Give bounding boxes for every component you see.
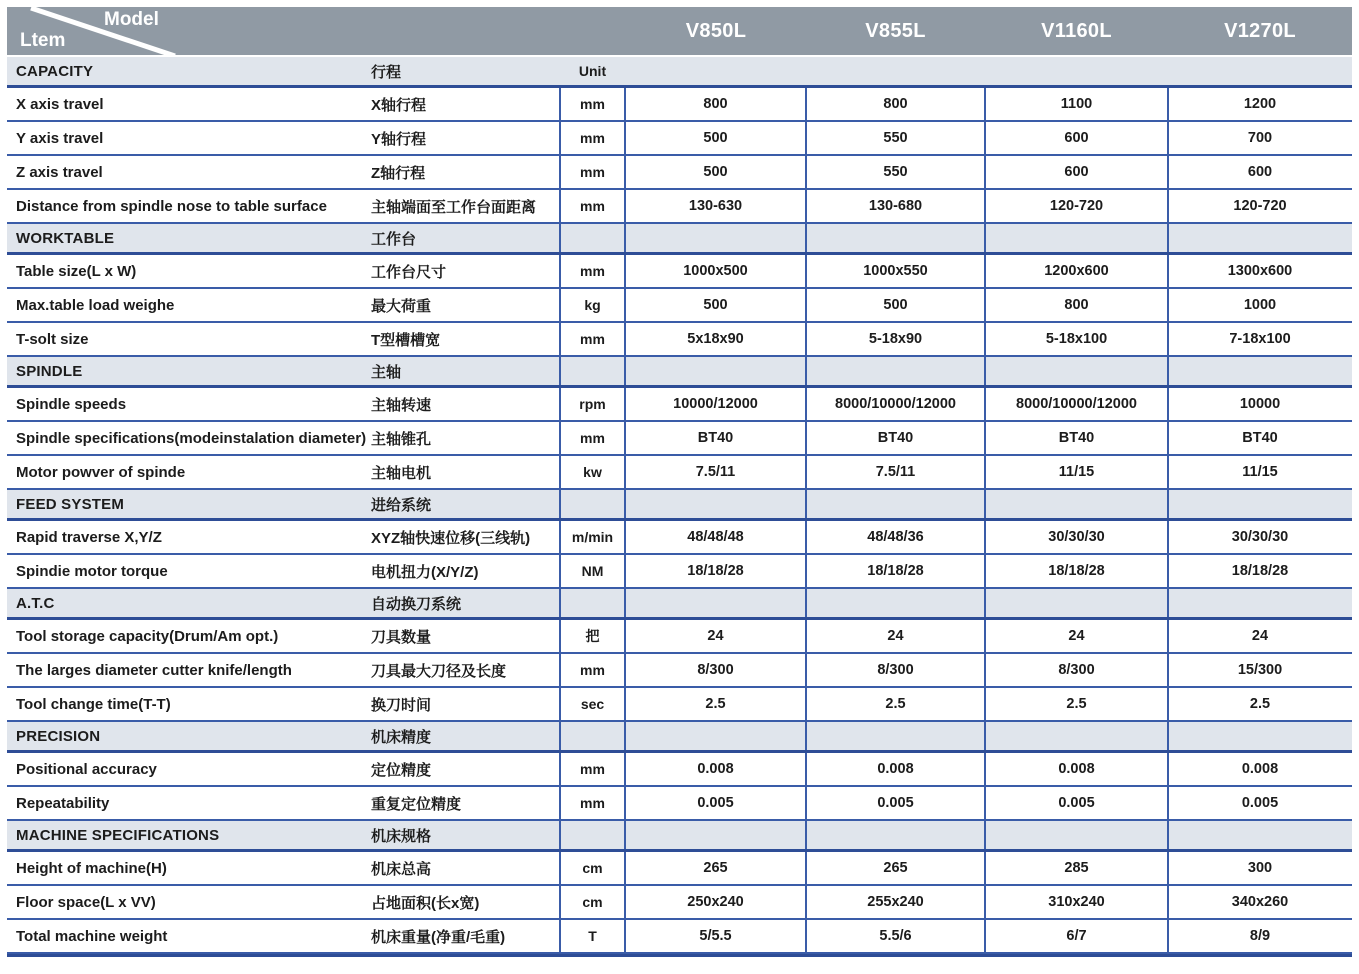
item-name-en: Total machine weight xyxy=(16,927,168,945)
section-unit-header xyxy=(559,589,626,617)
item-unit: T xyxy=(559,920,626,952)
value-v855l: 130-680 xyxy=(805,190,984,222)
value-v1160l: BT40 xyxy=(984,422,1167,454)
item-name-en: Motor powver of spinde xyxy=(16,463,186,481)
table-row xyxy=(7,654,1352,688)
item-name-zh: 工作台尺寸 xyxy=(371,263,447,281)
value-v1160l: 0.008 xyxy=(984,753,1167,785)
item-unit: m/min xyxy=(559,521,626,553)
item-name-zh: 电机扭力(X/Y/Z) xyxy=(371,563,479,581)
value-v1160l: 0.005 xyxy=(984,787,1167,819)
section-value-blank xyxy=(1167,490,1351,518)
table-row xyxy=(7,255,1352,289)
value-v850l: 130-630 xyxy=(688,198,743,214)
item-name-en: Positional accuracy xyxy=(16,760,157,778)
value-v1270l: BT40 xyxy=(1167,422,1351,454)
value-v850l: 1000x500 xyxy=(683,263,748,279)
item-name-en: Rapid traverse X,Y/Z xyxy=(16,528,162,546)
section-value-blank xyxy=(805,722,984,750)
item-name-zh: 机床总高 xyxy=(371,860,432,878)
item-name-en: X axis travel xyxy=(16,95,104,113)
section-value-blank xyxy=(805,490,984,518)
value-v1160l: 24 xyxy=(984,620,1167,652)
item-name-en: Z axis travel xyxy=(16,163,103,181)
item-name-zh: Z轴行程 xyxy=(371,164,426,182)
value-v855l: 5.5/6 xyxy=(805,920,984,952)
section-row xyxy=(7,490,1352,521)
table-row xyxy=(7,555,1352,589)
item-unit: mm xyxy=(559,753,626,785)
value-v855l: 5-18x90 xyxy=(805,323,984,355)
section-value-blank xyxy=(805,821,984,849)
value-v850l: 5/5.5 xyxy=(699,928,732,944)
value-v850l: 24 xyxy=(707,628,724,644)
item-unit: cm xyxy=(559,852,626,884)
value-v855l: 255x240 xyxy=(805,886,984,918)
item-name-zh: X轴行程 xyxy=(371,96,427,114)
value-v1270l: 2.5 xyxy=(1167,688,1351,720)
section-value-blank xyxy=(626,357,805,385)
section-value-blank xyxy=(805,589,984,617)
item-name-en: Floor space(L x VV) xyxy=(16,893,156,911)
item-name-en: T-solt size xyxy=(16,330,89,348)
section-value-blank xyxy=(984,821,1167,849)
section-value-blank xyxy=(626,589,805,617)
value-v855l: 24 xyxy=(805,620,984,652)
value-v850l: 500 xyxy=(703,130,728,146)
table-row xyxy=(7,190,1352,224)
value-v855l: 18/18/28 xyxy=(805,555,984,587)
table-row xyxy=(7,620,1352,654)
value-v1160l: 8000/10000/12000 xyxy=(984,388,1167,420)
value-v1270l: 10000 xyxy=(1167,388,1351,420)
value-v850l: 0.005 xyxy=(697,795,734,811)
section-value-blank xyxy=(626,722,805,750)
item-name-en: The larges diameter cutter knife/length xyxy=(16,661,292,679)
value-v1270l: 300 xyxy=(1167,852,1351,884)
section-title-en: MACHINE SPECIFICATIONS xyxy=(16,826,220,844)
item-name-zh: 最大荷重 xyxy=(371,297,432,315)
value-v1160l: 18/18/28 xyxy=(984,555,1167,587)
item-unit: mm xyxy=(559,787,626,819)
value-v850l: 500 xyxy=(703,164,728,180)
table-row xyxy=(7,422,1352,456)
table-row xyxy=(7,388,1352,422)
section-unit-header xyxy=(559,490,626,518)
value-v850l: 250x240 xyxy=(687,894,744,910)
item-name-en: Tool storage capacity(Drum/Am opt.) xyxy=(16,627,279,645)
value-v1270l: 600 xyxy=(1167,156,1351,188)
value-v1160l: 1100 xyxy=(984,88,1167,120)
value-v850l: 265 xyxy=(703,860,728,876)
item-unit: rpm xyxy=(559,388,626,420)
value-v1270l: 1200 xyxy=(1167,88,1351,120)
value-v1270l: 0.005 xyxy=(1167,787,1351,819)
value-v855l: 550 xyxy=(805,122,984,154)
table-row xyxy=(7,688,1352,722)
section-row xyxy=(7,357,1352,388)
table-row xyxy=(7,886,1352,920)
item-unit: mm xyxy=(559,88,626,120)
model-axis-label: Model xyxy=(104,9,159,30)
item-name-zh: XYZ轴快速位移(三线轨) xyxy=(371,529,531,547)
table-row xyxy=(7,122,1352,156)
item-unit: mm xyxy=(559,323,626,355)
value-v1160l: 310x240 xyxy=(984,886,1167,918)
section-value-blank xyxy=(984,589,1167,617)
section-title-en: CAPACITY xyxy=(16,62,94,80)
section-row xyxy=(7,57,1352,88)
spec-table-body xyxy=(7,57,1352,954)
item-unit: sec xyxy=(559,688,626,720)
section-unit-header: Unit xyxy=(578,63,607,79)
item-name-zh: 定位精度 xyxy=(371,761,432,779)
value-v1160l: 30/30/30 xyxy=(984,521,1167,553)
table-header xyxy=(7,7,1352,55)
value-v1270l: 11/15 xyxy=(1167,456,1351,488)
item-name-zh: Y轴行程 xyxy=(371,130,427,148)
section-value-blank xyxy=(984,224,1167,252)
table-row xyxy=(7,753,1352,787)
value-v1160l: 285 xyxy=(984,852,1167,884)
item-name-zh: 机床重量(净重/毛重) xyxy=(371,928,506,946)
value-v1160l: 11/15 xyxy=(984,456,1167,488)
model-header-v1270l: V1270L xyxy=(1224,19,1296,42)
section-title-en: WORKTABLE xyxy=(16,229,115,247)
section-value-blank xyxy=(1167,821,1351,849)
item-name-zh: 重复定位精度 xyxy=(371,795,462,813)
item-name-en: Spindle specifications(modeinstalation diameter) xyxy=(16,429,367,447)
section-title-en: SPINDLE xyxy=(16,362,83,380)
table-row xyxy=(7,156,1352,190)
item-unit: mm xyxy=(559,122,626,154)
section-unit-header xyxy=(559,821,626,849)
item-unit: mm xyxy=(559,156,626,188)
item-unit: kg xyxy=(559,289,626,321)
value-v850l: 7.5/11 xyxy=(695,464,736,480)
section-value-blank xyxy=(1167,722,1351,750)
item-name-en: Tool change time(T-T) xyxy=(16,695,171,713)
item-name-zh: 主轴电机 xyxy=(371,464,432,482)
value-v855l: 1000x550 xyxy=(805,255,984,287)
section-title-en: A.T.C xyxy=(16,594,55,612)
section-value-blank xyxy=(805,357,984,385)
section-title-zh: 行程 xyxy=(371,63,402,81)
section-row xyxy=(7,224,1352,255)
section-title-zh: 进给系统 xyxy=(371,496,432,514)
value-v850l: 18/18/28 xyxy=(687,563,744,579)
item-axis-label: Ltem xyxy=(20,30,66,51)
value-v850l: 8/300 xyxy=(697,662,734,678)
value-v1270l: 15/300 xyxy=(1167,654,1351,686)
section-title-zh: 主轴 xyxy=(371,363,402,381)
item-name-en: Distance from spindle nose to table surface xyxy=(16,197,327,215)
section-row xyxy=(7,722,1352,753)
value-v855l: 500 xyxy=(805,289,984,321)
item-unit: kw xyxy=(559,456,626,488)
section-title-zh: 机床规格 xyxy=(371,827,432,845)
value-v1270l: 1300x600 xyxy=(1167,255,1351,287)
item-name-en: Height of machine(H) xyxy=(16,859,167,877)
section-value-blank xyxy=(626,224,805,252)
value-v855l: 48/48/36 xyxy=(805,521,984,553)
item-unit: mm xyxy=(559,255,626,287)
value-v855l: 0.008 xyxy=(805,753,984,785)
value-v850l: 800 xyxy=(703,96,728,112)
value-v850l: 48/48/48 xyxy=(687,529,744,545)
value-v1270l: 1000 xyxy=(1167,289,1351,321)
table-row xyxy=(7,787,1352,821)
item-name-en: Spindle speeds xyxy=(16,395,127,413)
value-v850l: 2.5 xyxy=(705,696,726,712)
value-v1270l: 0.008 xyxy=(1167,753,1351,785)
item-name-zh: 换刀时间 xyxy=(371,696,432,714)
section-value-blank xyxy=(984,722,1167,750)
value-v850l: BT40 xyxy=(697,430,734,446)
section-value-blank xyxy=(984,357,1167,385)
value-v1270l: 24 xyxy=(1167,620,1351,652)
value-v1160l: 600 xyxy=(984,156,1167,188)
value-v855l: 265 xyxy=(805,852,984,884)
item-unit: mm xyxy=(559,190,626,222)
value-v855l: 800 xyxy=(805,88,984,120)
value-v1270l: 340x260 xyxy=(1167,886,1351,918)
value-v850l: 10000/12000 xyxy=(673,396,758,412)
item-name-en: Table size(L x W) xyxy=(16,262,137,280)
section-title-zh: 机床精度 xyxy=(371,728,432,746)
section-row xyxy=(7,589,1352,620)
table-row xyxy=(7,323,1352,357)
section-value-blank xyxy=(1167,357,1351,385)
item-unit: NM xyxy=(559,555,626,587)
item-name-zh: 占地面积(长x宽) xyxy=(371,894,480,912)
section-value-blank xyxy=(626,821,805,849)
value-v850l: 500 xyxy=(703,297,728,313)
section-value-blank xyxy=(1167,224,1351,252)
value-v1270l: 700 xyxy=(1167,122,1351,154)
value-v855l: 0.005 xyxy=(805,787,984,819)
value-v850l: 5x18x90 xyxy=(687,331,744,347)
section-unit-header xyxy=(559,357,626,385)
section-title-zh: 工作台 xyxy=(371,230,417,248)
section-value-blank xyxy=(805,224,984,252)
item-name-zh: T型槽槽宽 xyxy=(371,331,441,349)
value-v1160l: 6/7 xyxy=(984,920,1167,952)
table-row xyxy=(7,88,1352,122)
value-v855l: 550 xyxy=(805,156,984,188)
value-v1160l: 600 xyxy=(984,122,1167,154)
value-v1160l: 5-18x100 xyxy=(984,323,1167,355)
item-name-en: Repeatability xyxy=(16,794,110,812)
table-row xyxy=(7,852,1352,886)
model-header-v1160l: V1160L xyxy=(1041,19,1112,42)
value-v855l: 2.5 xyxy=(805,688,984,720)
value-v855l: BT40 xyxy=(805,422,984,454)
spec-table xyxy=(7,7,1352,957)
item-name-zh: 刀具最大刀径及长度 xyxy=(371,662,507,680)
model-header-v855l: V855L xyxy=(865,19,926,42)
header-corner-cell xyxy=(7,7,626,55)
value-v1160l: 120-720 xyxy=(984,190,1167,222)
value-v1160l: 800 xyxy=(984,289,1167,321)
section-value-blank xyxy=(984,490,1167,518)
value-v1270l: 30/30/30 xyxy=(1167,521,1351,553)
section-title-zh: 自动换刀系统 xyxy=(371,595,462,613)
value-v1270l: 8/9 xyxy=(1167,920,1351,952)
section-unit-header xyxy=(559,224,626,252)
section-title-en: PRECISION xyxy=(16,727,101,745)
section-unit-header xyxy=(559,722,626,750)
item-name-zh: 主轴端面至工作台面距离 xyxy=(371,198,537,216)
item-name-zh: 刀具数量 xyxy=(371,628,432,646)
item-name-en: Max.table load weighe xyxy=(16,296,175,314)
value-v855l: 7.5/11 xyxy=(805,456,984,488)
section-values-blank xyxy=(626,57,1351,85)
model-header-v850l: V850L xyxy=(685,19,747,42)
value-v850l: 0.008 xyxy=(697,761,734,777)
value-v1270l: 120-720 xyxy=(1167,190,1351,222)
item-name-zh: 主轴锥孔 xyxy=(371,430,432,448)
value-v855l: 8/300 xyxy=(805,654,984,686)
item-unit: mm xyxy=(559,422,626,454)
table-row xyxy=(7,456,1352,490)
section-value-blank xyxy=(1167,589,1351,617)
value-v1160l: 1200x600 xyxy=(984,255,1167,287)
item-unit: mm xyxy=(559,654,626,686)
table-row xyxy=(7,289,1352,323)
item-unit: cm xyxy=(559,886,626,918)
value-v1270l: 7-18x100 xyxy=(1167,323,1351,355)
section-title-en: FEED SYSTEM xyxy=(16,495,125,513)
section-value-blank xyxy=(626,490,805,518)
table-row xyxy=(7,920,1352,954)
item-name-en: Spindie motor torque xyxy=(16,562,168,580)
section-row xyxy=(7,821,1352,852)
item-name-en: Y axis travel xyxy=(16,129,104,147)
value-v1270l: 18/18/28 xyxy=(1167,555,1351,587)
value-v855l: 8000/10000/12000 xyxy=(805,388,984,420)
value-v1160l: 8/300 xyxy=(984,654,1167,686)
item-unit: 把 xyxy=(559,620,626,652)
value-v1160l: 2.5 xyxy=(984,688,1167,720)
item-name-zh: 主轴转速 xyxy=(371,396,432,414)
table-row xyxy=(7,521,1352,555)
